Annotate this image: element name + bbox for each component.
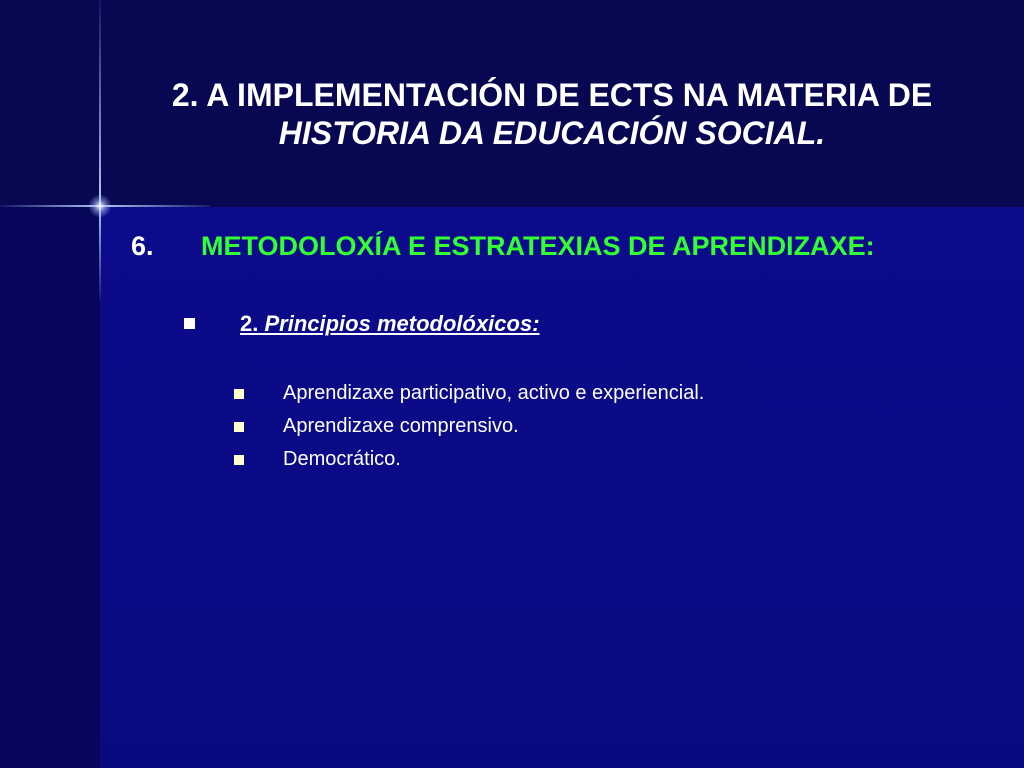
list-item-text: Democrático.: [283, 448, 401, 470]
principles-list: [234, 377, 704, 476]
list-item-text: Aprendizaxe participativo, activo e experiencial.: [283, 382, 705, 404]
slide-title: [100, 76, 1004, 152]
section-title: METODOLOXÍA E ESTRATEXIAS DE APRENDIZAXE:: [201, 231, 875, 261]
square-bullet-icon: [234, 422, 244, 432]
list-item: [234, 410, 704, 443]
square-bullet-icon: [184, 318, 195, 329]
list-item: [234, 443, 704, 476]
section-heading: [131, 228, 875, 264]
subheading-text: Principios metodolóxicos:: [264, 311, 540, 336]
square-bullet-icon: [234, 455, 244, 465]
list-item: [234, 377, 704, 410]
subheading: [184, 309, 540, 339]
title-line-2: HISTORIA DA EDUCACIÓN SOCIAL.: [278, 115, 826, 151]
background-content-area: [100, 207, 1024, 768]
list-item-text: Aprendizaxe comprensivo.: [283, 415, 519, 437]
title-line-1: 2. A IMPLEMENTACIÓN DE ECTS NA MATERIA DE: [171, 77, 933, 113]
square-bullet-icon: [234, 389, 244, 399]
subheading-label: [240, 311, 540, 336]
subheading-number: 2.: [240, 311, 259, 336]
section-number: 6.: [131, 231, 154, 261]
sparkle-icon: [88, 194, 112, 218]
